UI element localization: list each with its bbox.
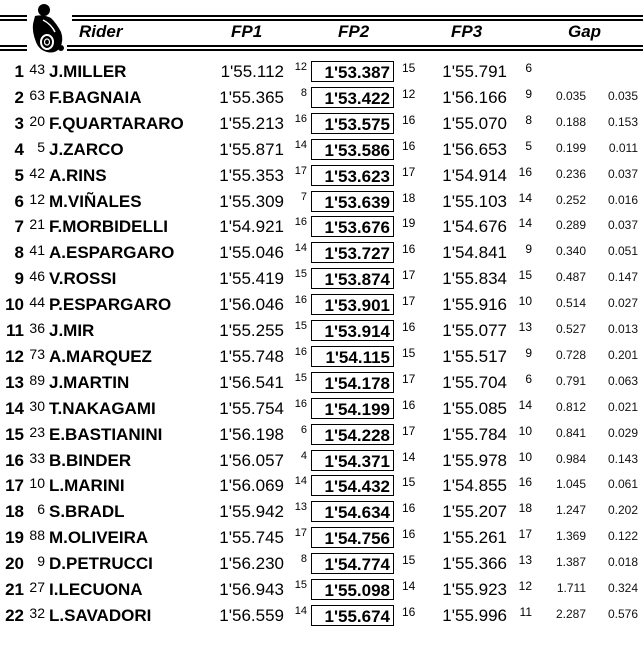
fp3-lap: 8 — [525, 112, 532, 127]
fp2-time-best: 1'53.914 — [311, 320, 394, 341]
gap-to-first: 1.369 — [555, 529, 586, 544]
rider-number: 10 — [29, 475, 45, 492]
fp2-time-best: 1'54.115 — [311, 346, 394, 367]
fp3-time: 1'55.916 — [442, 295, 507, 315]
rider-number: 63 — [29, 86, 45, 103]
fp3-lap: 16 — [518, 475, 532, 490]
fp1-lap: 16 — [294, 216, 307, 229]
rider-name: A.ESPARGARO — [49, 243, 175, 263]
rider-name: A.RINS — [49, 165, 107, 185]
position: 4 — [14, 139, 24, 159]
fp2-lap: 15 — [402, 345, 416, 360]
gap-to-previous: 0.027 — [607, 296, 638, 311]
fp2-time-best: 1'53.623 — [311, 165, 394, 186]
gap-to-previous: 0.037 — [607, 166, 638, 181]
fp1-lap: 12 — [294, 61, 307, 73]
column-header-rider: Rider — [79, 22, 123, 41]
fp3-lap: 9 — [525, 86, 532, 101]
gap-to-first: 2.287 — [555, 606, 586, 621]
fp1-time: 1'55.213 — [219, 113, 284, 133]
gap-to-first: 0.527 — [555, 322, 586, 336]
table-row — [0, 577, 643, 603]
fp3-time: 1'55.207 — [442, 502, 507, 522]
position: 19 — [5, 528, 24, 548]
table-row — [0, 189, 643, 215]
rider-name: T.NAKAGAMI — [49, 398, 156, 418]
fp3-time: 1'55.704 — [442, 372, 507, 392]
fp1-time: 1'56.069 — [219, 476, 284, 496]
position: 2 — [14, 87, 24, 107]
table-row — [0, 85, 643, 111]
gap-to-previous: 0.201 — [607, 347, 638, 362]
fp2-time-best: 1'54.774 — [311, 553, 394, 574]
fp2-lap: 16 — [402, 242, 416, 257]
fp2-time-best: 1'53.676 — [311, 216, 394, 237]
gap-to-first: 1.387 — [555, 555, 586, 570]
fp1-lap: 4 — [300, 449, 307, 462]
gap-to-first: 0.188 — [555, 114, 586, 129]
fp3-time: 1'55.923 — [442, 580, 507, 599]
fp2-time-best: 1'53.727 — [311, 242, 394, 263]
rider-name: S.BRADL — [49, 502, 125, 522]
fp2-time-best: 1'53.422 — [311, 87, 394, 108]
fp2-time-best: 1'53.387 — [311, 61, 394, 82]
rider-number: 89 — [29, 371, 45, 388]
table-row — [0, 499, 643, 525]
rider-number: 43 — [29, 61, 45, 77]
rider-name: L.MARINI — [49, 476, 125, 496]
fp2-lap: 14 — [402, 449, 416, 464]
position: 8 — [14, 243, 24, 263]
table-row — [0, 344, 643, 370]
gap-to-first: 0.812 — [555, 399, 586, 414]
fp3-lap: 6 — [525, 371, 532, 386]
column-header-fp1: FP1 — [231, 22, 263, 41]
fp3-lap: 15 — [518, 268, 532, 283]
gap-to-first: 1.045 — [555, 477, 586, 492]
position: 13 — [5, 372, 24, 392]
table-row — [0, 111, 643, 137]
position: 21 — [5, 580, 24, 599]
fp1-lap: 6 — [300, 423, 307, 436]
table-row — [0, 240, 643, 266]
gap-to-first: 0.340 — [555, 244, 586, 259]
fp1-time: 1'56.198 — [219, 424, 284, 444]
gap-to-first: 0.791 — [555, 373, 586, 388]
column-header-gap: Gap — [568, 22, 602, 41]
fp2-time-best: 1'54.199 — [311, 398, 394, 419]
fp3-time: 1'54.676 — [442, 217, 507, 237]
position: 20 — [5, 554, 24, 574]
gap-to-previous: 0.153 — [607, 114, 638, 129]
fp3-time: 1'55.978 — [442, 450, 507, 470]
fp1-time: 1'55.748 — [219, 346, 284, 366]
gap-to-first: 0.289 — [555, 218, 586, 233]
fp1-time: 1'55.871 — [219, 139, 284, 159]
fp1-time: 1'55.365 — [219, 87, 284, 107]
fp3-lap: 18 — [518, 501, 532, 516]
fp2-time-best: 1'54.228 — [311, 424, 394, 445]
table-row — [0, 422, 643, 448]
gap-to-previous: 0.035 — [607, 88, 638, 103]
fp1-lap: 15 — [294, 320, 307, 332]
position: 5 — [14, 165, 24, 185]
fp1-lap: 15 — [294, 579, 307, 591]
rider-name: F.BAGNAIA — [49, 87, 142, 107]
rider-number: 9 — [37, 553, 45, 570]
fp3-lap: 16 — [518, 164, 532, 179]
fp1-time: 1'55.309 — [219, 191, 284, 211]
gap-to-first: 0.728 — [555, 347, 586, 362]
rider-name: M.OLIVEIRA — [49, 528, 149, 548]
fp3-time: 1'55.996 — [442, 605, 507, 625]
gap-to-previous: 0.202 — [607, 503, 638, 518]
rider-number: 20 — [29, 112, 45, 129]
fp3-lap: 11 — [519, 604, 532, 619]
fp3-lap: 14 — [518, 216, 532, 231]
fp1-lap: 7 — [300, 190, 307, 203]
rider-name: A.MARQUEZ — [49, 346, 152, 366]
position: 14 — [5, 398, 24, 418]
fp2-lap: 18 — [402, 190, 416, 205]
fp3-lap: 13 — [518, 320, 532, 334]
fp3-time: 1'55.784 — [442, 424, 507, 444]
rider-number: 33 — [29, 449, 45, 466]
fp3-lap: 13 — [518, 553, 532, 568]
fp1-time: 1'55.255 — [219, 321, 284, 340]
fp3-time: 1'55.517 — [442, 346, 507, 366]
fp2-time-best: 1'53.586 — [311, 139, 394, 160]
rider-number: 46 — [29, 268, 45, 285]
fp3-lap: 14 — [518, 190, 532, 205]
fp1-lap: 16 — [294, 345, 307, 358]
fp2-time-best: 1'54.432 — [311, 475, 394, 496]
fp2-lap: 15 — [402, 475, 416, 490]
fp1-time: 1'56.559 — [219, 605, 284, 625]
fp2-time-best: 1'54.634 — [311, 501, 394, 522]
gap-to-first: 0.984 — [555, 451, 586, 466]
fp1-lap: 16 — [294, 112, 307, 125]
rider-name: P.ESPARGARO — [49, 295, 172, 315]
gap-to-previous: 0.021 — [607, 399, 638, 414]
fp2-time-best: 1'55.098 — [311, 579, 394, 600]
fp1-lap: 14 — [294, 604, 307, 617]
gap-to-first: 0.252 — [555, 192, 586, 207]
fp3-time: 1'55.834 — [442, 269, 507, 289]
position: 11 — [6, 321, 24, 340]
rider-name: F.MORBIDELLI — [49, 217, 168, 237]
fp3-lap: 12 — [518, 579, 532, 593]
header-bottom-line-2 — [0, 49, 643, 51]
fp1-lap: 15 — [294, 268, 307, 281]
fp1-time: 1'56.046 — [219, 295, 284, 315]
rider-number: 6 — [37, 501, 45, 518]
gap-to-previous: 0.037 — [607, 218, 638, 233]
gap-to-first: 1.247 — [555, 503, 586, 518]
table-row — [0, 137, 643, 163]
fp3-lap: 10 — [518, 423, 532, 438]
table-row — [0, 214, 643, 240]
table-row — [0, 551, 643, 577]
fp1-time: 1'56.541 — [219, 372, 284, 392]
fp1-lap: 16 — [294, 397, 307, 410]
rider-name: E.BASTIANINI — [49, 424, 163, 444]
gap-to-previous: 0.576 — [607, 606, 638, 621]
fp2-time-best: 1'54.371 — [311, 450, 394, 471]
gap-to-previous: 0.061 — [607, 477, 638, 492]
fp2-lap: 16 — [402, 112, 416, 127]
gap-to-first: 0.035 — [555, 88, 586, 103]
rider-name: J.MILLER — [49, 62, 127, 81]
table-row — [0, 59, 643, 85]
rider-number: 41 — [29, 242, 45, 259]
fp3-time: 1'55.103 — [442, 191, 507, 211]
column-header-fp2: FP2 — [338, 22, 370, 41]
fp2-lap: 12 — [402, 86, 416, 101]
fp2-lap: 16 — [402, 604, 416, 619]
fp3-lap: 14 — [518, 397, 532, 412]
column-header-fp3: FP3 — [451, 22, 483, 41]
fp2-time-best: 1'53.639 — [311, 191, 394, 212]
rider-number: 23 — [29, 423, 45, 440]
rider-name: M.VIÑALES — [49, 191, 142, 211]
gap-to-previous: 0.011 — [608, 140, 638, 155]
fp2-time-best: 1'55.674 — [311, 605, 394, 626]
fp2-lap: 17 — [402, 371, 416, 386]
header-top-line-1 — [0, 15, 30, 17]
rider-number: 44 — [29, 294, 45, 311]
gap-to-previous: 0.063 — [607, 373, 638, 388]
rider-name: F.QUARTARARO — [49, 113, 184, 133]
position: 1 — [14, 62, 24, 81]
rider-number: 73 — [29, 345, 45, 362]
fp3-time: 1'55.261 — [442, 528, 507, 548]
fp3-time: 1'55.366 — [442, 554, 507, 574]
fp3-time: 1'54.855 — [442, 476, 507, 496]
header-top-line-2 — [0, 19, 30, 21]
rider-name: I.LECUONA — [49, 580, 143, 599]
fp1-time: 1'56.943 — [219, 580, 284, 599]
gap-to-previous: 0.147 — [607, 270, 638, 285]
rider-name: V.ROSSI — [49, 269, 117, 289]
rider-number: 42 — [29, 164, 45, 181]
gap-to-first: 1.711 — [556, 581, 586, 595]
gap-to-previous: 0.018 — [607, 555, 638, 570]
gap-to-first: 0.236 — [555, 166, 586, 181]
fp3-lap: 10 — [518, 449, 532, 464]
fp1-lap: 13 — [294, 501, 307, 514]
gap-to-previous: 0.016 — [607, 192, 638, 207]
gap-to-previous: 0.324 — [607, 581, 638, 595]
rider-number: 5 — [37, 138, 45, 155]
fp2-lap: 16 — [402, 138, 416, 153]
fp3-time: 1'54.914 — [442, 165, 507, 185]
table-row — [0, 525, 643, 551]
table-row — [0, 473, 643, 499]
fp2-lap: 15 — [402, 61, 416, 75]
fp3-time: 1'55.070 — [442, 113, 507, 133]
rider-name: J.MIR — [49, 321, 95, 340]
fp3-lap: 5 — [525, 138, 532, 153]
fp3-lap: 6 — [525, 61, 532, 75]
fp1-lap: 17 — [294, 527, 307, 540]
fp3-time: 1'55.077 — [442, 321, 507, 340]
fp1-lap: 14 — [294, 138, 307, 151]
gap-to-first: 0.487 — [555, 270, 586, 285]
fp1-time: 1'55.745 — [219, 528, 284, 548]
rider-number: 30 — [29, 397, 45, 414]
fp1-time: 1'55.419 — [219, 269, 284, 289]
table-row — [0, 163, 643, 189]
fp3-lap: 10 — [518, 294, 532, 309]
gap-to-previous: 0.051 — [607, 244, 638, 259]
position: 15 — [5, 424, 24, 444]
header-top-line-3 — [72, 15, 643, 17]
gap-to-first: 0.199 — [555, 140, 586, 155]
fp1-lap: 14 — [294, 242, 307, 255]
gap-to-first: 0.514 — [555, 296, 586, 311]
rider-name: J.ZARCO — [49, 139, 124, 159]
fp2-lap: 15 — [402, 553, 416, 568]
fp3-time: 1'56.653 — [442, 139, 507, 159]
header-bottom-line-1 — [0, 45, 643, 47]
fp3-lap: 17 — [518, 527, 532, 542]
position: 16 — [5, 450, 24, 470]
rider-number: 32 — [29, 604, 45, 621]
fp1-lap: 17 — [294, 164, 307, 177]
position: 22 — [5, 605, 24, 625]
position: 9 — [14, 269, 24, 289]
fp3-time: 1'55.085 — [442, 398, 507, 418]
gap-to-previous: 0.029 — [607, 425, 638, 440]
fp2-time-best: 1'54.756 — [311, 527, 394, 548]
gap-to-previous: 0.122 — [607, 529, 638, 544]
rider-name: B.BINDER — [49, 450, 132, 470]
fp2-lap: 17 — [402, 268, 416, 283]
fp2-lap: 17 — [402, 423, 416, 438]
table-row — [0, 396, 643, 422]
fp2-lap: 16 — [402, 527, 416, 542]
position: 18 — [5, 502, 24, 522]
fp1-time: 1'55.353 — [219, 165, 284, 185]
fp1-time: 1'55.046 — [219, 243, 284, 263]
gap-to-previous: 0.013 — [607, 322, 638, 336]
motorcycle-rider-icon — [27, 2, 67, 56]
rider-number: 88 — [29, 527, 45, 544]
table-row — [0, 370, 643, 396]
rider-name: J.MARTIN — [49, 372, 130, 392]
position: 17 — [5, 476, 24, 496]
position: 7 — [14, 217, 24, 237]
gap-to-first: 0.841 — [555, 425, 586, 440]
table-row — [0, 292, 643, 318]
rider-number: 36 — [29, 320, 45, 336]
fp1-lap: 8 — [300, 553, 307, 566]
fp2-lap: 16 — [402, 501, 416, 516]
fp1-time: 1'55.112 — [220, 62, 284, 81]
fp2-time-best: 1'53.874 — [311, 268, 394, 289]
fp2-lap: 17 — [402, 294, 416, 309]
fp3-time: 1'56.166 — [442, 87, 507, 107]
rider-number: 27 — [29, 579, 45, 595]
fp1-lap: 8 — [300, 86, 307, 99]
rider-number: 12 — [29, 190, 45, 207]
fp2-time-best: 1'54.178 — [311, 372, 394, 393]
fp1-time: 1'55.942 — [219, 502, 284, 522]
fp1-time: 1'54.921 — [219, 217, 284, 237]
fp2-lap: 19 — [402, 216, 416, 231]
fp2-lap: 16 — [402, 320, 416, 334]
fp2-lap: 17 — [402, 164, 416, 179]
header-top-line-4 — [72, 19, 643, 21]
rider-number: 21 — [29, 216, 45, 233]
fp2-lap: 14 — [402, 579, 416, 593]
fp2-time-best: 1'53.575 — [311, 113, 394, 134]
fp3-lap: 9 — [525, 345, 532, 360]
table-row — [0, 448, 643, 474]
position: 10 — [5, 295, 24, 315]
fp2-lap: 16 — [402, 397, 416, 412]
fp3-time: 1'54.841 — [442, 243, 507, 263]
fp1-time: 1'55.754 — [219, 398, 284, 418]
table-row — [0, 318, 643, 344]
fp3-time: 1'55.791 — [442, 62, 507, 81]
rider-name: L.SAVADORI — [49, 605, 152, 625]
fp1-lap: 16 — [294, 294, 307, 307]
fp1-time: 1'56.230 — [219, 554, 284, 574]
table-row — [0, 266, 643, 292]
fp2-time-best: 1'53.901 — [311, 294, 394, 315]
fp1-lap: 15 — [294, 371, 307, 384]
fp3-lap: 9 — [525, 242, 532, 257]
position: 3 — [14, 113, 24, 133]
rider-name: D.PETRUCCI — [49, 554, 153, 574]
position: 6 — [14, 191, 24, 211]
gap-to-previous: 0.143 — [607, 451, 638, 466]
fp1-lap: 14 — [294, 475, 307, 488]
fp1-time: 1'56.057 — [219, 450, 284, 470]
table-row — [0, 603, 643, 629]
position: 12 — [5, 346, 24, 366]
